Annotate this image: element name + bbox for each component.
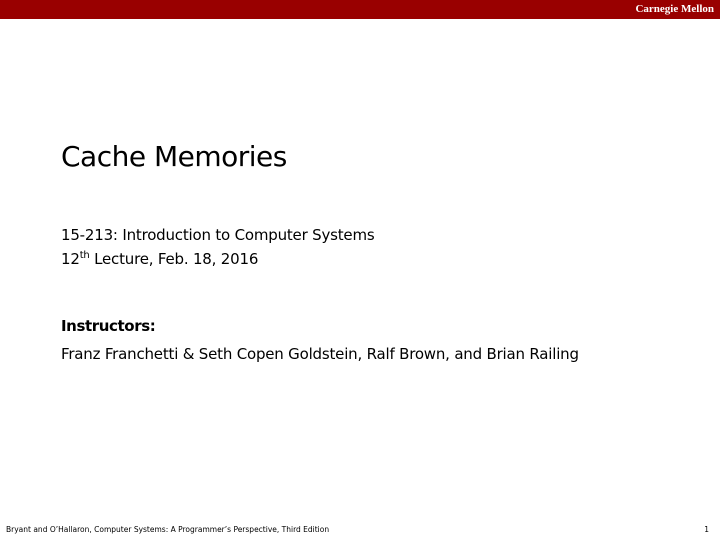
brand-label: Carnegie Mellon <box>635 3 714 15</box>
course-line: 15-213: Introduction to Computer Systems <box>61 226 375 244</box>
instructors-heading: Instructors: <box>61 317 156 335</box>
page-number: 1 <box>704 525 709 534</box>
footer-citation: Bryant and O’Hallaron, Computer Systems: A Programmer’s Perspective, Third Edition <box>6 525 330 534</box>
lecture-suffix: th <box>79 250 90 261</box>
instructors-block <box>61 312 579 368</box>
instructors-names: Franz Franchetti & Seth Copen Goldstein, Ralf Brown, and Brian Railing <box>61 345 579 363</box>
lecture-number: 12 <box>61 250 80 268</box>
slide-title: Cache Memories <box>61 140 287 173</box>
lecture-date: Lecture, Feb. 18, 2016 <box>89 250 259 268</box>
lecture-line <box>61 247 374 271</box>
subtitle-block <box>61 223 374 271</box>
header-bar <box>0 0 720 19</box>
